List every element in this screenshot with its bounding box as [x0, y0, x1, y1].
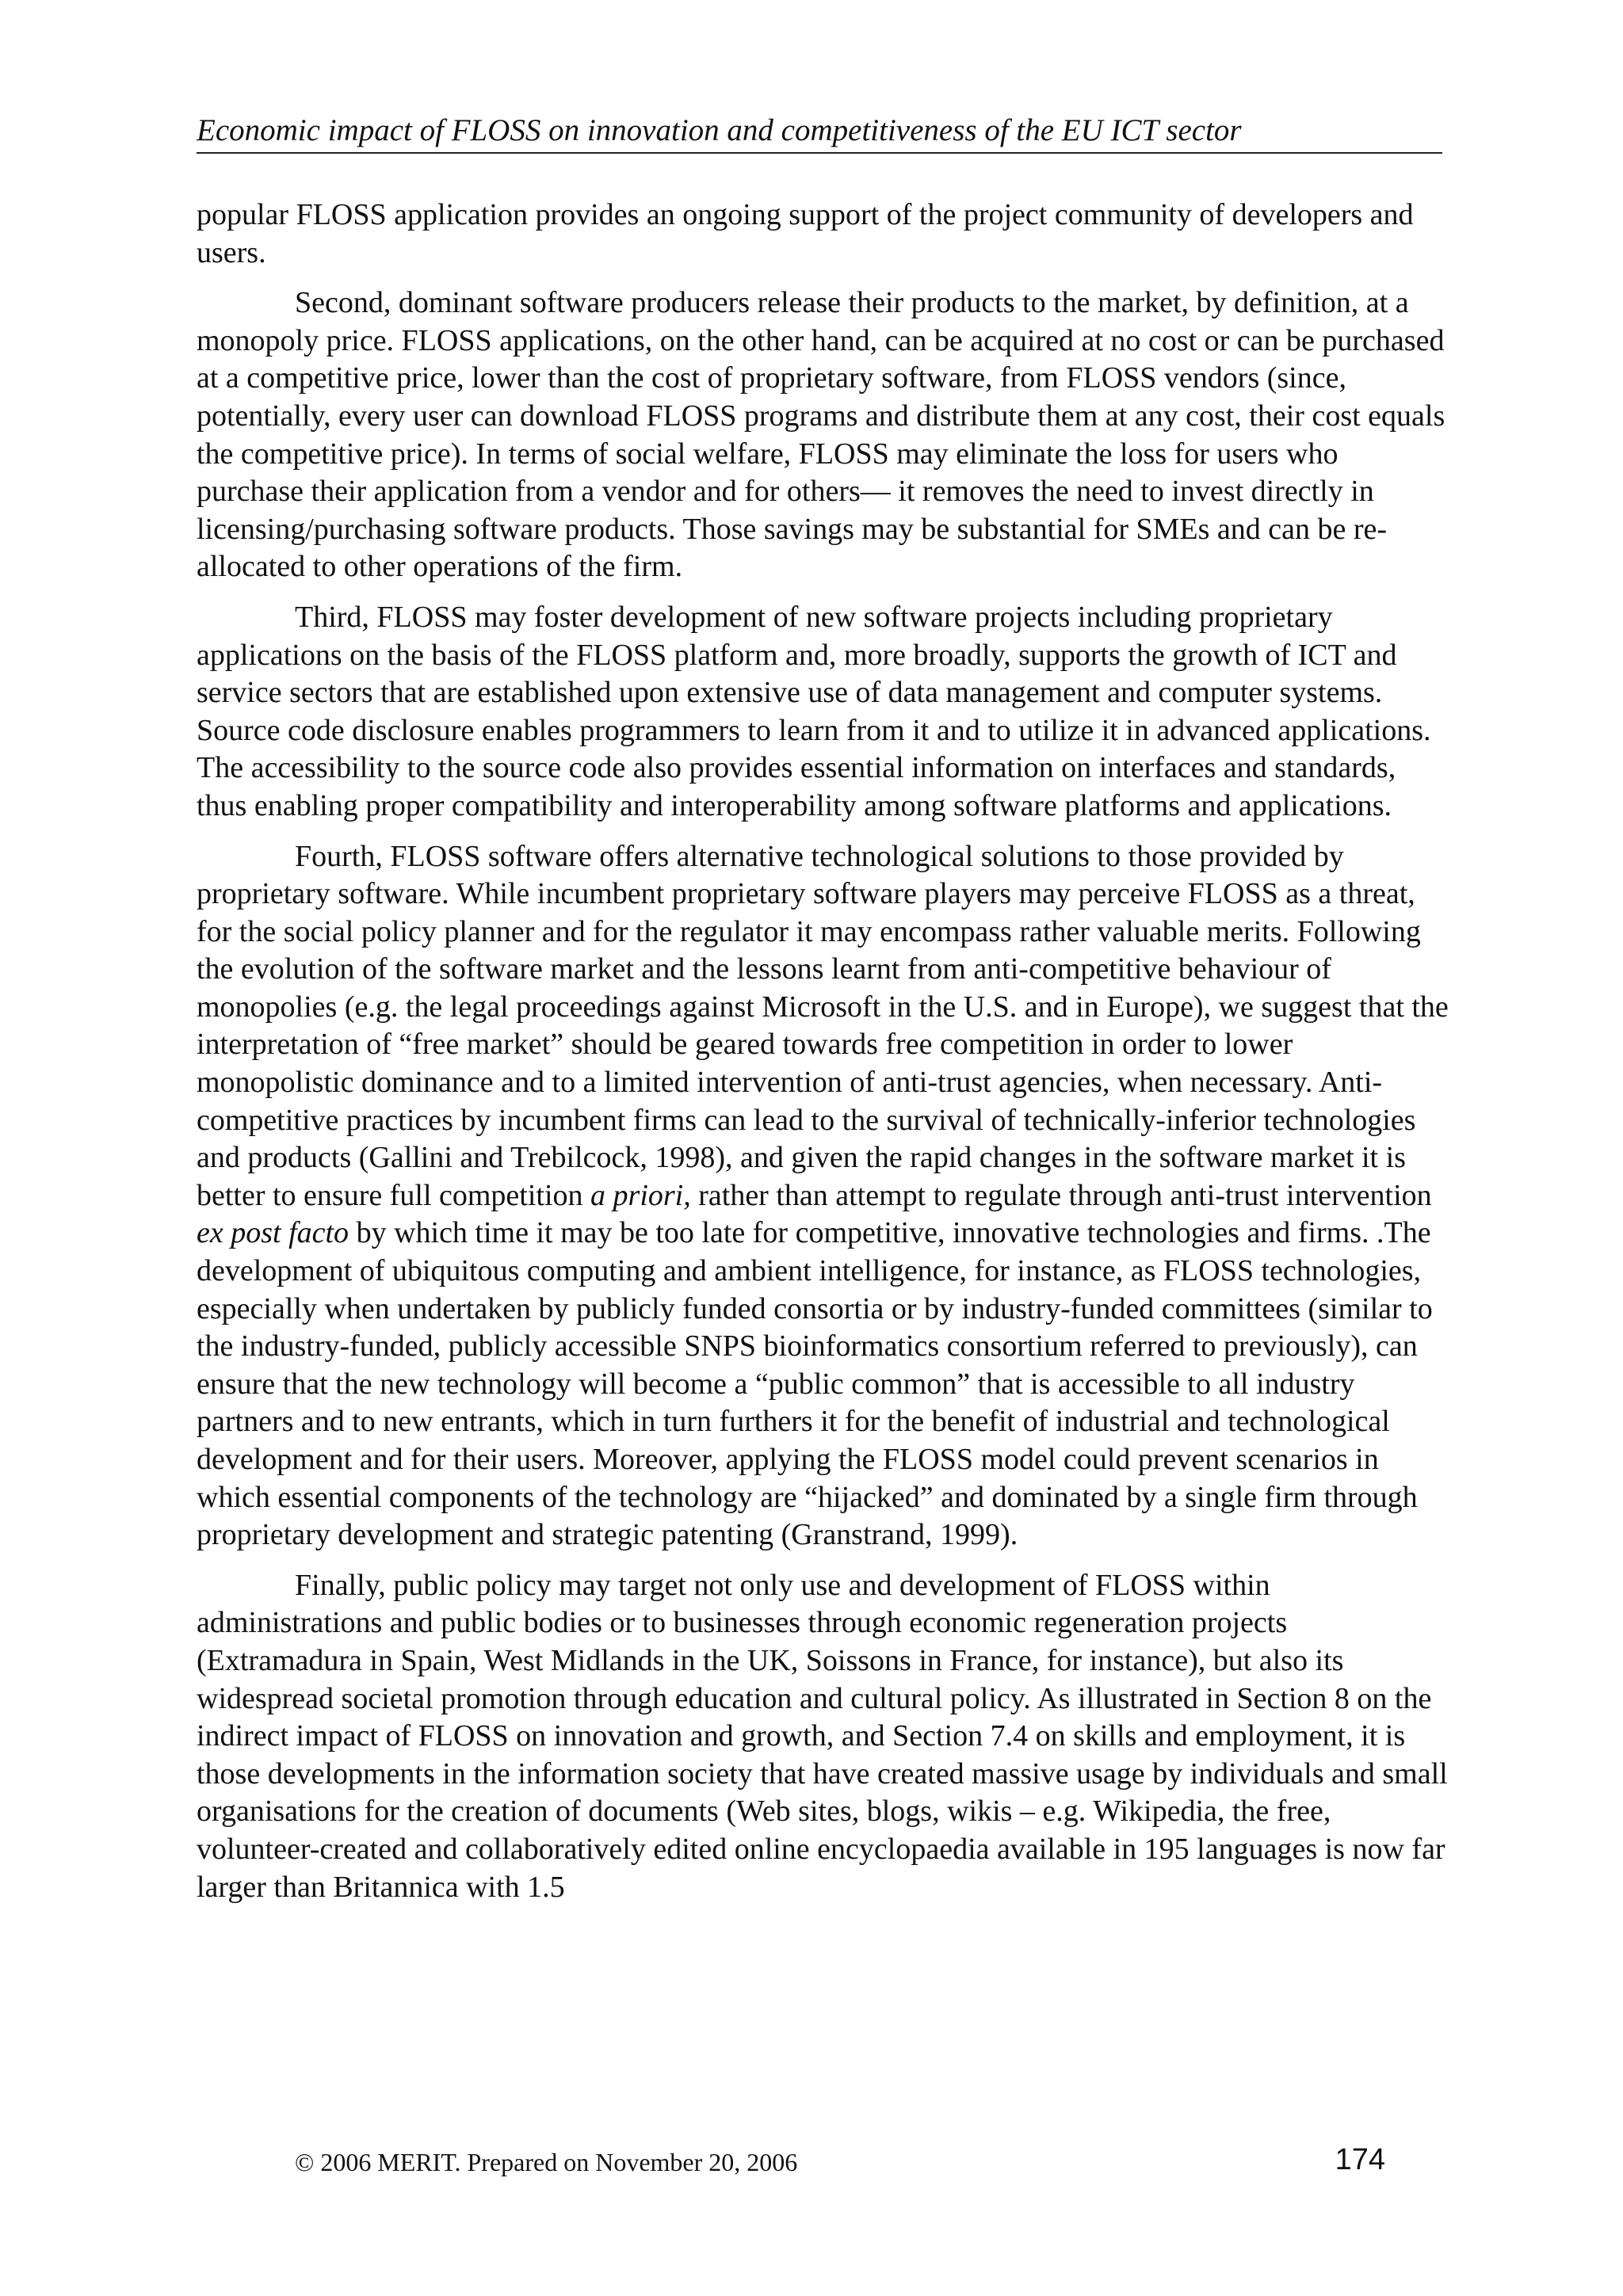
paragraph-fourth-text-2: rather than attempt to regulate through anti-trust intervention — [690, 1178, 1432, 1212]
running-header — [197, 111, 1442, 154]
paragraph-fourth-text-1: Fourth, FLOSS software offers alternative technological solutions to those provided by proprietary software. While incumbent proprietary software players may perceive FLOSS as a threat, for the social policy planner and for the regulator it may encompass rather valuable merits. Following the evolution of the software market and the lessons learnt from anti-competitive behaviour of monopolies (e.g. the legal proceedings against Microsoft in the U.S. and in Europe), we suggest that the interpretation of “free market” should be geared towards free competition in order to lower monopolistic dominance and to a limited intervention of anti-trust agencies, when necessary. Anti-competitive practices by incumbent firms can lead to the survival of technically-inferior technologies and products (Gallini and Trebilcock, 1998), and given the rapid changes in the software market it is better to ensure full competition — [197, 839, 1449, 1212]
page-number: 174 — [1335, 2143, 1385, 2176]
paragraph-second-point: Second, dominant software producers release their products to the market, by definition, at a monopoly price. FLOSS applications, on the other hand, can be acquired at no cost or can be purchased at a competitive price, lower than the cost of proprietary software, from FLOSS vendors (since, potentially, every user can download FLOSS programs and distribute them at any cost, their cost equals the competitive price). In terms of social welfare, FLOSS may eliminate the loss for users who purchase their application from a vendor and for others— it removes the need to invest directly in licensing/purchasing software products. Those savings may be substantial for SMEs and can be re-allocated to other operations of the firm. — [197, 286, 1445, 584]
footer-copyright: © 2006 MERIT. Prepared on November 20, 2006 — [295, 2148, 798, 2176]
running-header-title: Economic impact of FLOSS on innovation and competitiveness of the EU ICT sector — [197, 113, 1242, 147]
page-footer — [197, 2143, 1449, 2183]
body-text — [197, 196, 1449, 1919]
paragraph-third-point: Third, FLOSS may foster development of new software projects including proprietary applications on the basis of the FLOSS platform and, more broadly, supports the growth of ICT and service sectors that are established upon extensive use of data management and computer systems. Source code disclosure enables programmers to learn from it and to utilize it in advanced applications. The accessibility to the source code also provides essential information on interfaces and standards, thus enabling proper compatibility and interoperability among software platforms and applications. — [197, 600, 1431, 822]
paragraph-finally: Finally, public policy may target not only use and development of FLOSS within administrations and public bodies or to businesses through economic regeneration projects (Extramadura in Spain, West Midlands in the UK, Soissons in France, for instance), but also its widespread societal promotion through education and cultural policy. As illustrated in Section 8 on the indirect impact of FLOSS on innovation and growth, and Section 7.4 on skills and employment, it is those developments in the information society that have created massive usage by individuals and small organisations for the creation of documents (Web sites, blogs, wikis – e.g. Wikipedia, the free, volunteer-created and collaboratively edited online encyclopaedia available in 195 languages is now far larger than Britannica with 1.5 — [197, 1568, 1448, 1904]
emphasis-a-priori: a priori, — [590, 1178, 691, 1212]
emphasis-ex-post-facto: ex post facto — [197, 1216, 349, 1250]
paragraph-fourth-text-3: by which time it may be too late for competitive, innovative technologies and firms. .The development of ubiquitous computing and ambient intelligence, for instance, as FLOSS technologies, especially when undertaken by publicly funded consortia or by industry-funded committees (similar to the industry-funded, publicly accessible SNPS bioinformatics consortium referred to previously), can ensure that the new technology will become a “public common” that is accessible to all industry partners and to new entrants, which in turn furthers it for the benefit of industrial and technological development and for their users. Moreover, applying the FLOSS model could prevent scenarios in which essential components of the technology are “hijacked” and dominated by a single firm through proprietary development and strategic patenting (Granstrand, 1999). — [197, 1216, 1433, 1552]
paragraph-fourth-point — [197, 838, 1449, 1554]
paragraph-continued: popular FLOSS application provides an ongoing support of the project community of developers and users. — [197, 198, 1414, 269]
